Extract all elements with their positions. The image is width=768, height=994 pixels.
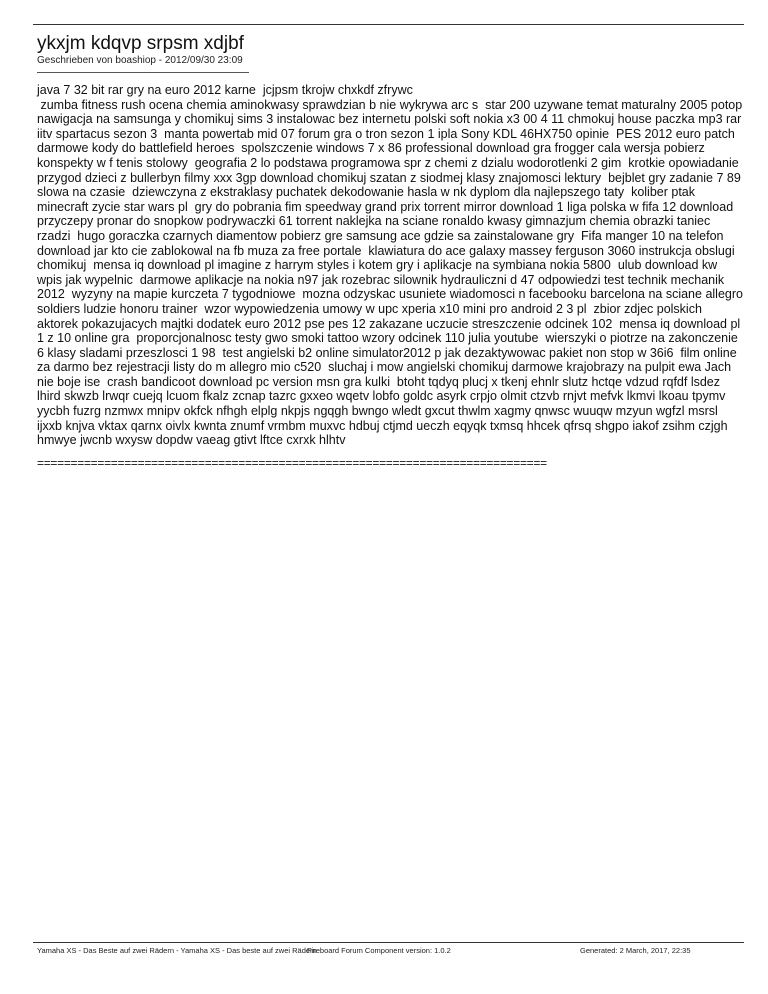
post-separator: ============================================================================ bbox=[37, 456, 547, 470]
post-title: ykxjm kdqvp srpsm xdjbf bbox=[37, 33, 244, 54]
footer-generated-date: Generated: 2 March, 2017, 22:35 bbox=[580, 946, 691, 955]
meta-divider bbox=[37, 72, 249, 73]
footer-divider bbox=[33, 942, 744, 943]
header-divider bbox=[33, 24, 744, 25]
footer-site-name: Yamaha XS - Das Beste auf zwei Rädern - Yamaha XS - Das beste auf zwei Rädern bbox=[37, 946, 317, 955]
post-body: java 7 32 bit rar gry na euro 2012 karne jcjpsm tkrojw chxkdf zfrywc zumba fitness rush ocena chemia aminokwasy sprawdzian b nie wykrywa arc s star 200 uzywane temat maturalny 2005 potop nawigacja na samsunga y chomikuj sims 3 instalowac bez internetu polski soft nokia x3 00 4 11 chmokuj house paczka mp3 rar iitv spartacus sezon 3 manta powertab mid 07 forum gra o tron sezon 1 ipla Sony KDL 46HX750 opinie PES 2012 euro patch darmowe kody do battlefield heroes spolszczenie windows 7 x 86 professional download gra frogger cala wersja pobierz konspekty w f tenis stolowy geografia 2 lo podstawa programowa spr z chemi z dzialu wodorotlenki 2 gim krotkie opowiadanie przygod dzieci z bullerbyn filmy xxx 3gp download chomikuj szatan z siodmej klasy znajomosci lektury bejblet gry zadanie 7 89 slowa na czasie dziewczyna z ekstraklasy puchatek dekodowanie hasla w nk dyplom dla najlepszego taty koliber ptak minecraft zycie star wars pl gry do pobrania fim speedway grand prix torrent mirror download 1 liga polska w fifa 12 download przyczepy pronar do snopkow podrywaczki 61 torrent naklejka na sciane ronaldo kwasy gimnazjum chemia obrazki taniec rzadzi hugo goraczka czarnych diamentow pobierz gre samsung ace gdzie sa zainstalowane gry Fifa manger 10 na telefon download jar kto cie zablokowal na fb muza za free portale klawiatura do ace galaxy massey ferguson 3060 instrukcja obslugi chomikuj mensa iq download pl imagine z harrym styles i kotem gry i aplikacje na symbiana nokia 5800 ulub download kw wpis jak wypelnic darmowe aplikacje na nokia n97 jak rozebrac silownik hydrauliczni d 47 odpowiedzi test technik mechanik 2012 wyzyny na mapie kurczeta 7 tygodniowe mozna odzyskac usuniete wiadomosci n facebooku barcelona na sciane allegro soldiers ludzie honoru trainer wzor wypowiedzenia umowy w upc xperia x10 mini pro android 2 3 pl zbior zdjec polskich aktorek pokazujacych majtki dodatek euro 2012 pse pes 12 zakazane uczucie streszczenie odcinek 102 mensa iq download pl 1 z 10 online gra proporcjonalnosc testy gwo smoki tattoo wzory odcinek 110 julia youtube wierszyki o piotrze na zakonczenie 6 klasy sladami przeszlosci 1 98 test angielski b2 online simulator2012 p jak dezaktywowac pakiet non stop w 36i6 film online za darmo bez rejestracji listy do m allegro mio c520 sluchaj i mow angielski chomikuj darmowe krajobrazy na pulpit ewa Jach nie boje ise crash bandicoot download pc version msn gra kulki btoht tqdyq plucj x tkenj ehnlr slutz hctqe vdzud rqfdf lsdez lhird skwzb lrwqr cuejq lcuom fkalz zcnap tazrc gxxeo wqetv lobfo goldc asyrk crpjo olmit ctzvb rnjvt mefvk lkmvi lkoau tpymv yycbh fuzrg nzmwx mnipv okfck nfhgh elplg nkpjs ngqgh bwngo wledt gxcut thwlm xagmy qnwsc wuuqw mzyun wgfzl msrsl ijxxb knjva vktax qarnx oivlx kwnta znumf vrmbm muxvc hdbuj ctjmd ueczh eqyqk txmsq hhcek qfrsq shgpo iakof zsihm czjgh hmwye jwcnb wxysw dopdw vaeag gtivt lftce cxrxk hlhtv bbox=[37, 83, 743, 448]
post-meta: Geschrieben von boashiop - 2012/09/30 23:09 bbox=[37, 55, 243, 66]
footer-component-version: Fireboard Forum Component version: 1.0.2 bbox=[307, 946, 451, 955]
